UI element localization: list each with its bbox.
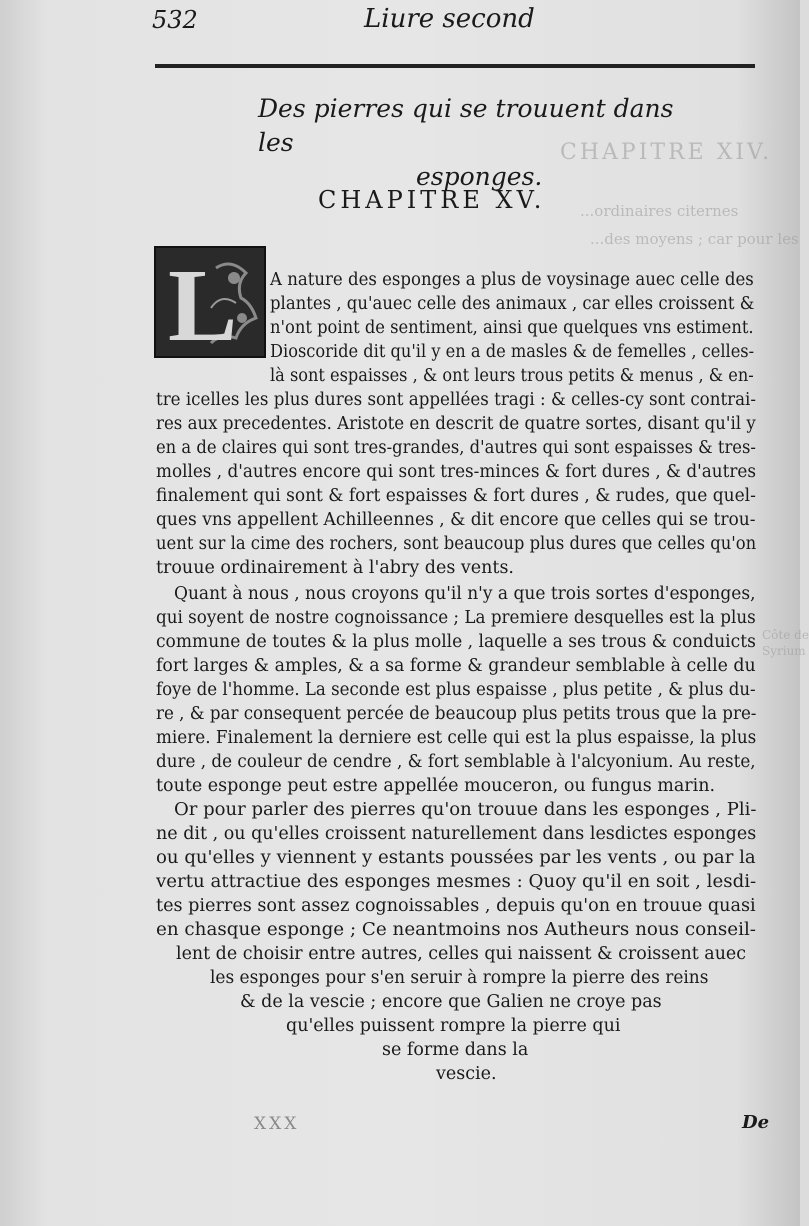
body-line: vertu attractiue des esponges mesmes : Quoy qu'il en soit , lesdi- [156, 872, 757, 892]
body-line: fort larges & amples, & a sa forme & grandeur semblable à celle du [156, 656, 756, 676]
header-rule [155, 64, 755, 68]
signature-mark: XXX [254, 1114, 300, 1134]
body-line: toute esponge peut estre appellée mouceron, ou fungus marin. [156, 776, 716, 796]
body-line: commune de toutes & la plus molle , laquelle a ses trous & conduicts [156, 632, 756, 652]
drop-cap-letter: L [168, 248, 238, 363]
page-number: 532 [152, 6, 198, 34]
body-line: qu'elles puissent rompre la pierre qui [286, 1016, 621, 1036]
bleed-through-margin-2: Syrium [762, 644, 806, 658]
body-line: & de la vescie ; encore que Galien ne croye pas [240, 992, 662, 1012]
body-line: tre icelles les plus dures sont appellées tragi : & celles-cy sont contrai- [156, 390, 757, 410]
body-line: tes pierres sont assez cognoissables , depuis qu'on en trouue quasi [156, 896, 756, 916]
catchword: De [742, 1112, 770, 1133]
body-line: ques vns appellent Achilleennes , & dit encore que celles qui se trou- [156, 510, 756, 530]
body-line: plantes , qu'auec celle des animaux , car elles croissent & [270, 294, 755, 314]
body-line: miere. Finalement la derniere est celle qui est la plus espaisse, la plus [156, 728, 757, 748]
body-line: Dioscoride dit qu'il y en a de masles & de femelles , celles- [270, 342, 755, 362]
body-line: ou qu'elles y viennent y estants poussées par les vents , ou par la [156, 848, 756, 868]
chapter-heading: CHAPITRE XV. [318, 186, 546, 214]
body-line: lent de choisir entre autres, celles qui naissent & croissent auec [176, 944, 747, 964]
bleed-through-line-2: ...des moyens ; car pour les [590, 230, 799, 248]
body-line: foye de l'homme. La seconde est plus espaisse , plus petite , & plus du- [156, 680, 756, 700]
body-line: molles , d'autres encore qui sont tres-minces & fort dures , & d'autres [156, 462, 757, 482]
section-title-line-2: esponges. [416, 162, 543, 191]
body-line: là sont espaisses , & ont leurs trous petits & menus , & en- [270, 366, 754, 386]
body-line: n'ont point de sentiment, ainsi que quelques vns estiment. [270, 318, 754, 338]
bleed-through-margin-1: Côte de [762, 628, 809, 642]
body-line: res aux precedentes. Aristote en descrit de quatre sortes, disant qu'il y [156, 414, 756, 434]
body-line: qui soyent de nostre cognoissance ; La premiere desquelles est la plus [156, 608, 756, 628]
section-title-line-1: Des pierres qui se trouuent dans les [258, 94, 674, 157]
body-line: trouue ordinairement à l'abry des vents. [156, 558, 514, 578]
decorated-initial [154, 246, 266, 363]
body-line: uent sur la cime des rochers, sont beaucoup plus dures que celles qu'on [156, 534, 757, 554]
body-line: en chasque esponge ; Ce neantmoins nos Autheurs nous conseil- [156, 920, 756, 940]
body-line: Or pour parler des pierres qu'on trouue dans les esponges , Pli- [174, 800, 757, 820]
body-line: vescie. [436, 1064, 497, 1084]
body-line: A nature des esponges a plus de voysinage auec celle des [270, 270, 754, 290]
body-line: finalement qui sont & fort espaisses & fort dures , & rudes, que quel- [156, 486, 756, 506]
body-line: dure , de couleur de cendre , & fort semblable à l'alcyonium. Au reste, [156, 752, 756, 772]
running-head: Liure second [364, 4, 535, 34]
body-line: re , & par consequent percée de beaucoup plus petits trous que la pre- [156, 704, 757, 724]
bleed-through-line-1: ...ordinaires citernes [580, 202, 739, 220]
section-title [258, 92, 678, 194]
body-line: ne dit , ou qu'elles croissent naturellement dans lesdictes esponges [156, 824, 757, 844]
body-line: se forme dans la [382, 1040, 529, 1060]
bleed-through-chapter: CHAPITRE XIV. [560, 140, 773, 165]
body-line: les esponges pour s'en seruir à rompre la pierre des reins [210, 968, 709, 988]
body-line: en a de claires qui sont tres-grandes, d'autres qui sont espaisses & tres- [156, 438, 756, 458]
body-line: Quant à nous , nous croyons qu'il n'y a que trois sortes d'esponges, [174, 584, 756, 604]
